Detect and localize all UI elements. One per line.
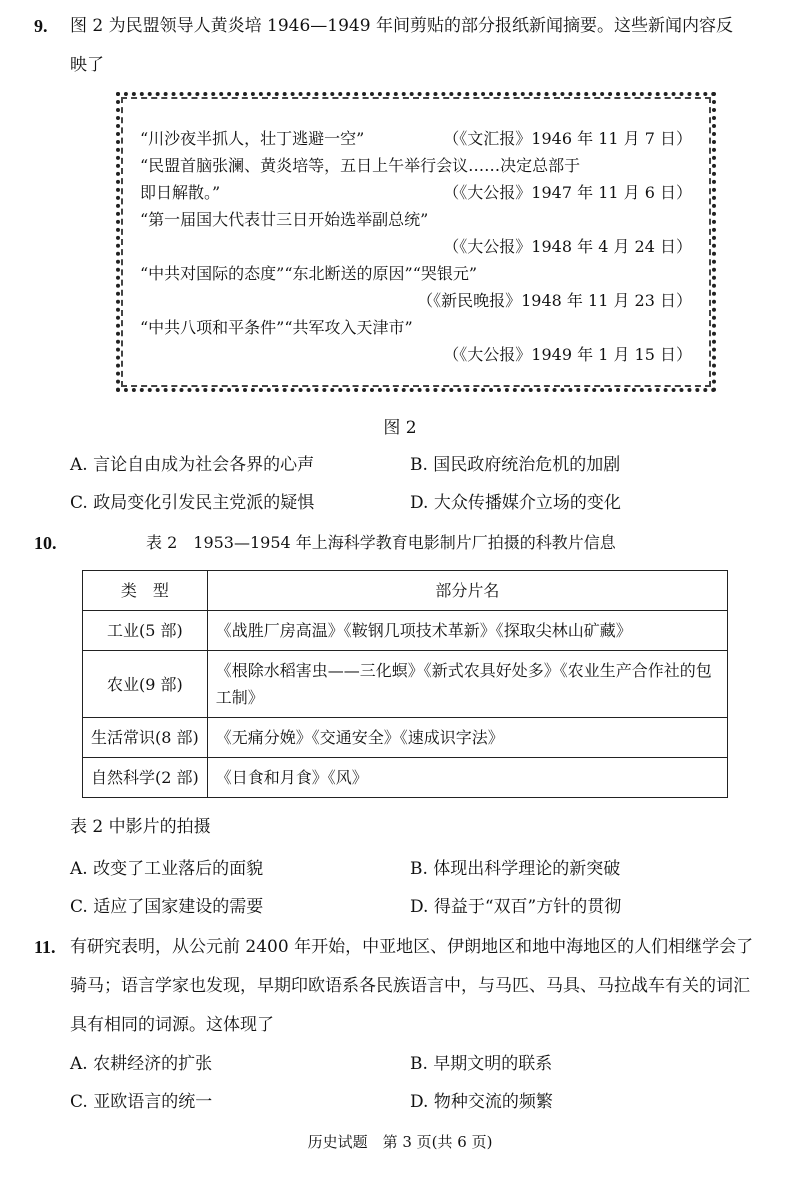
table-row [83,758,728,798]
clipping-5 [140,314,692,341]
page-footer: 历史试题 第 3 页(共 6 页) [307,1133,493,1151]
clipping-4 [140,260,692,287]
q11-option-a[interactable]: A. 农耕经济的扩张 [70,1054,213,1074]
q10-option-a[interactable]: A. 改变了工业落后的面貌 [70,859,264,879]
row-type: 工业(5 部) [83,611,208,651]
q9-options [70,454,760,514]
q11-option-d[interactable]: D. 物种交流的频繁 [410,1092,553,1112]
header-type: 类 型 [83,571,208,611]
question-9-stem-cont: 映了 [70,55,104,75]
row-type: 生活常识(8 部) [83,718,208,758]
clipping-3-source-row [140,233,692,260]
question-11 [34,936,760,1113]
q10-option-c[interactable]: C. 适应了国家建设的需要 [70,897,264,917]
clipping-3 [140,206,692,233]
question-9 [34,15,760,514]
question-11-stem-cont: 骑马；语言学家也发现，早期印欧语系各民族语言中，与马匹、马具、马拉战车有关的词汇 [70,976,750,996]
clipping-3-text: “第一届国大代表廿三日开始选举副总统” [140,210,429,229]
clipping-1-source: （《文汇报》1946 年 11 月 7 日） [443,129,692,148]
question-9-number: 9. [34,16,48,36]
clipping-5-text: “中共八项和平条件”“共军攻入天津市” [140,318,413,337]
newspaper-clippings-figure [116,92,716,392]
clipping-4-source: （《新民晚报》1948 年 11 月 23 日） [417,291,692,310]
q9-option-a[interactable]: A. 言论自由成为社会各界的心声 [70,455,315,475]
figure-caption: 图 2 [383,418,417,438]
table-row [83,611,728,651]
q9-option-c[interactable]: C. 政局变化引发民主党派的疑惧 [70,493,315,513]
q9-option-d[interactable]: D. 大众传播媒介立场的变化 [410,493,621,513]
films-table [82,570,728,798]
q10-option-d[interactable]: D. 得益于“双百”方针的贯彻 [410,897,622,917]
q11-option-b[interactable]: B. 早期文明的联系 [410,1054,553,1074]
q11-options [70,1053,760,1113]
clipping-3-source: （《大公报》1948 年 4 月 24 日） [443,237,692,256]
question-11-stem: 有研究表明，从公元前 2400 年开始，中亚地区、伊朗地区和地中海地区的人们相继学会了 [70,937,754,957]
clipping-5-source: （《大公报》1949 年 1 月 15 日） [443,345,692,364]
row-titles: 《根除水稻害虫——三化螟》《新式农具好处多》《农业生产合作社的包工制》 [207,651,727,718]
row-type: 自然科学(2 部) [83,758,208,798]
clipping-2 [140,152,692,179]
question-9-stem: 图 2 为民盟领导人黄炎培 1946—1949 年间剪贴的部分报纸新闻摘要。这些新闻内容反 [70,16,733,36]
clipping-5-source-row [140,341,692,368]
clipping-2-source: （《大公报》1947 年 11 月 6 日） [443,183,692,202]
clipping-4-text: “中共对国际的态度”“东北断送的原因”“哭银元” [140,264,478,283]
q11-option-c[interactable]: C. 亚欧语言的统一 [70,1092,213,1112]
question-11-number: 11. [34,937,56,957]
table-header-row [83,571,728,611]
table-caption: 表 2 1953—1954 年上海科学教育电影制片厂拍摄的科教片信息 [146,533,616,552]
q10-options [70,858,760,918]
table-row [83,718,728,758]
row-titles: 《无痛分娩》《交通安全》《速成识字法》 [207,718,727,758]
row-type: 农业(9 部) [83,651,208,718]
clipping-2-text-cont: 即日解散。” [140,183,221,202]
clipping-1-text: “川沙夜半抓人，壮丁逃避一空” [140,129,365,148]
clipping-4-source-row [140,287,692,314]
clipping-1 [140,125,692,152]
row-titles: 《日食和月食》《风》 [207,758,727,798]
question-10-stem: 表 2 中影片的拍摄 [70,817,211,837]
question-10 [34,532,760,918]
q9-option-b[interactable]: B. 国民政府统治危机的加剧 [410,455,621,475]
table-row [83,651,728,718]
row-titles: 《战胜厂房高温》《鞍钢几项技术革新》《探取尖林山矿藏》 [207,611,727,651]
clipping-2-cont [140,179,692,206]
question-11-stem-end: 具有相同的词源。这体现了 [70,1015,274,1035]
header-titles: 部分片名 [207,571,727,611]
q10-option-b[interactable]: B. 体现出科学理论的新突破 [410,859,621,879]
question-10-number: 10. [34,533,57,553]
clipping-2-text: “民盟首脑张澜、黄炎培等，五日上午举行会议……决定总部于 [140,156,581,175]
